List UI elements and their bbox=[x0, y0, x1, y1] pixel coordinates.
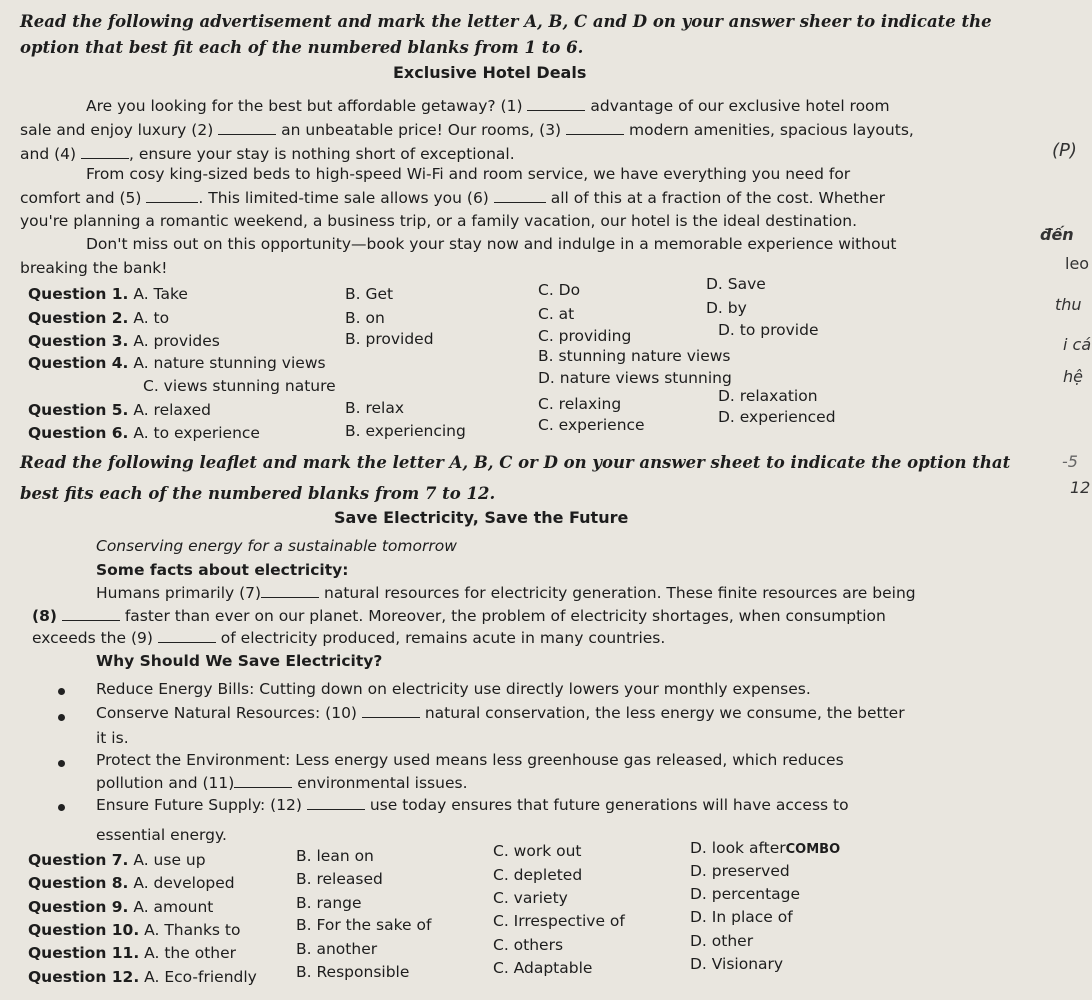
text: Ensure Future Supply: (12) bbox=[96, 796, 302, 814]
bullet-dot bbox=[58, 760, 65, 767]
q10-label bbox=[28, 920, 241, 940]
text: natural conservation, the less energy we consume, the better bbox=[424, 704, 905, 722]
margin-note: hệ bbox=[1063, 367, 1083, 386]
facts-line-2 bbox=[32, 606, 886, 626]
q6-option-d[interactable]: D. experienced bbox=[718, 408, 836, 426]
text: Humans primarily (7) bbox=[96, 584, 262, 602]
q2-option-c[interactable]: C. at bbox=[538, 305, 575, 323]
q7-option-b[interactable]: B. lean on bbox=[296, 847, 374, 865]
text: Question 3. bbox=[28, 332, 129, 350]
q5-label bbox=[28, 400, 211, 420]
text: A. Eco-friendly bbox=[144, 968, 257, 986]
leaflet-title: Save Electricity, Save the Future bbox=[334, 508, 629, 527]
q9-option-c[interactable]: C. variety bbox=[493, 889, 568, 907]
text: A. to experience bbox=[133, 424, 260, 442]
q6-option-c[interactable]: C. experience bbox=[538, 416, 645, 434]
q10-option-b[interactable]: B. For the sake of bbox=[296, 916, 432, 934]
bullet-2-line-1 bbox=[96, 703, 905, 723]
bullet-4-line-1 bbox=[96, 795, 849, 815]
q7-option-c[interactable]: C. work out bbox=[493, 842, 582, 860]
q9-option-d[interactable]: D. percentage bbox=[690, 885, 801, 903]
text: modern amenities, spacious layouts, bbox=[628, 121, 914, 139]
blank-11 bbox=[234, 775, 292, 788]
blank-10 bbox=[362, 705, 420, 718]
blank-9 bbox=[158, 630, 216, 643]
q8-option-b[interactable]: B. released bbox=[296, 870, 383, 888]
ad-p1-line-1 bbox=[86, 96, 890, 116]
text: Conserve Natural Resources: (10) bbox=[96, 704, 357, 722]
margin-note: thu bbox=[1055, 295, 1082, 314]
text: A. developed bbox=[133, 874, 235, 892]
q5-option-d[interactable]: D. relaxation bbox=[718, 387, 818, 405]
text: A. provides bbox=[133, 332, 220, 350]
text: Question 9. bbox=[28, 898, 129, 916]
instruction-1-line-2: option that best fit each of the numbered blanks from 1 to 6. bbox=[20, 38, 584, 57]
ad-p2-line-2 bbox=[20, 188, 885, 208]
q12-option-b[interactable]: B. Responsible bbox=[296, 963, 410, 981]
q12-option-d[interactable]: D. Visionary bbox=[690, 955, 784, 973]
text: Question 10. bbox=[28, 921, 140, 939]
text: an unbeatable price! Our rooms, (3) bbox=[281, 121, 562, 139]
q11-option-c[interactable]: C. others bbox=[493, 936, 564, 954]
text: A. use up bbox=[133, 851, 206, 869]
blank-7 bbox=[261, 585, 319, 598]
bullet-dot bbox=[58, 688, 65, 695]
q8-label bbox=[28, 873, 235, 893]
q9-label bbox=[28, 897, 213, 917]
text: use today ensures that future generations will have access to bbox=[369, 796, 849, 814]
ad-p3-line-2: breaking the bank! bbox=[20, 259, 168, 277]
bullet-2-line-2: it is. bbox=[96, 729, 129, 747]
text: Question 12. bbox=[28, 968, 140, 986]
bullet-1: Reduce Energy Bills: Cutting down on electricity use directly lowers your monthly expenses. bbox=[96, 680, 811, 698]
text: A. Thanks to bbox=[144, 921, 241, 939]
instruction-2-line-1: Read the following leaflet and mark the letter A, B, C or D on your answer sheet to indicate the option that bbox=[20, 453, 1011, 472]
text: all of this at a fraction of the cost. Whether bbox=[550, 189, 885, 207]
bullet-dot bbox=[58, 804, 65, 811]
facts-heading: Some facts about electricity: bbox=[96, 561, 349, 579]
combo-mark: COMBO bbox=[785, 842, 841, 857]
text: natural resources for electricity generation. These finite resources are being bbox=[324, 584, 916, 602]
q7-option-d[interactable] bbox=[690, 838, 840, 860]
q12-option-c[interactable]: C. Adaptable bbox=[493, 959, 593, 977]
text: Question 1. bbox=[28, 285, 129, 303]
q5-option-b[interactable]: B. relax bbox=[345, 399, 405, 417]
text: environmental issues. bbox=[297, 774, 468, 792]
blank-2 bbox=[218, 122, 276, 135]
text: (8) bbox=[32, 607, 57, 625]
q1-option-d[interactable]: D. Save bbox=[706, 275, 766, 293]
ad-title: Exclusive Hotel Deals bbox=[393, 63, 587, 82]
text: A. nature stunning views bbox=[133, 354, 326, 372]
text: . This limited-time sale allows you (6) bbox=[198, 189, 489, 207]
text: Question 8. bbox=[28, 874, 129, 892]
why-heading: Why Should We Save Electricity? bbox=[96, 652, 383, 670]
blank-3 bbox=[566, 122, 624, 135]
instruction-1-line-1: Read the following advertisement and mark the letter A, B, C and D on your answer sheer to indicate the bbox=[20, 12, 992, 31]
ad-p1-line-2 bbox=[20, 120, 914, 140]
blank-8 bbox=[62, 608, 120, 621]
q2-option-b[interactable]: B. on bbox=[345, 309, 385, 327]
margin-note: -5 bbox=[1062, 452, 1078, 471]
facts-line-1 bbox=[96, 583, 916, 603]
bullet-dot bbox=[58, 714, 65, 721]
blank-6 bbox=[494, 190, 546, 203]
q4-option-c[interactable]: C. views stunning nature bbox=[143, 377, 336, 395]
q4-option-b[interactable]: B. stunning nature views bbox=[538, 347, 731, 365]
q10-option-c[interactable]: C. Irrespective of bbox=[493, 912, 625, 930]
margin-note: leo bbox=[1065, 254, 1090, 273]
text: faster than ever on our planet. Moreover, the problem of electricity shortages, when consumption bbox=[124, 607, 886, 625]
margin-note: đến bbox=[1040, 225, 1074, 244]
text: A. relaxed bbox=[133, 401, 212, 419]
text: comfort and (5) bbox=[20, 189, 142, 207]
q12-label bbox=[28, 967, 257, 987]
text: Question 5. bbox=[28, 401, 129, 419]
q3-option-d[interactable]: D. to provide bbox=[718, 321, 819, 339]
text: pollution and (11) bbox=[96, 774, 235, 792]
margin-note: (P) bbox=[1052, 140, 1077, 161]
text: exceeds the (9) bbox=[32, 629, 153, 647]
text: Question 4. bbox=[28, 354, 129, 372]
q8-option-c[interactable]: C. depleted bbox=[493, 866, 583, 884]
q2-option-d[interactable]: D. by bbox=[706, 299, 747, 317]
text: of electricity produced, remains acute in many countries. bbox=[220, 629, 666, 647]
text: Question 2. bbox=[28, 309, 129, 327]
blank-5 bbox=[146, 190, 198, 203]
ad-p2-line-1: From cosy king-sized beds to high-speed Wi-Fi and room service, we have everything you need for bbox=[86, 165, 851, 183]
q8-option-d[interactable]: D. preserved bbox=[690, 862, 790, 880]
blank-4 bbox=[81, 146, 129, 159]
bullet-3-line-2 bbox=[96, 773, 468, 793]
text: Question 7. bbox=[28, 851, 129, 869]
facts-line-3 bbox=[32, 628, 665, 648]
text: A. the other bbox=[144, 944, 236, 962]
bullet-4-line-2: essential energy. bbox=[96, 826, 227, 844]
q7-label bbox=[28, 850, 206, 870]
text: advantage of our exclusive hotel room bbox=[590, 97, 890, 115]
blank-12 bbox=[307, 797, 365, 810]
text: Question 6. bbox=[28, 424, 129, 442]
q5-option-c[interactable]: C. relaxing bbox=[538, 395, 622, 413]
text: A. to bbox=[133, 309, 170, 327]
q11-option-d[interactable]: D. other bbox=[690, 932, 754, 950]
text: sale and enjoy luxury (2) bbox=[20, 121, 214, 139]
ad-p3-line-1: Don't miss out on this opportunity—book your stay now and indulge in a memorable experience without bbox=[86, 235, 897, 253]
q1-option-b[interactable]: B. Get bbox=[345, 285, 394, 303]
q6-label bbox=[28, 423, 260, 443]
instruction-2-line-2: best fits each of the numbered blanks from 7 to 12. bbox=[20, 484, 496, 503]
text: D. look after bbox=[690, 839, 786, 857]
q1-label bbox=[28, 284, 188, 304]
ad-p2-line-3: you're planning a romantic weekend, a business trip, or a family vacation, our hotel is the ideal destination. bbox=[20, 212, 858, 230]
text: A. Take bbox=[133, 285, 188, 303]
q3-option-b[interactable]: B. provided bbox=[345, 330, 434, 348]
q6-option-b[interactable]: B. experiencing bbox=[345, 422, 466, 440]
margin-note: i cá bbox=[1063, 335, 1092, 354]
leaflet-subtitle: Conserving energy for a sustainable tomorrow bbox=[96, 537, 457, 555]
q3-option-c[interactable]: C. providing bbox=[538, 327, 632, 345]
text: and (4) bbox=[20, 145, 77, 163]
q4-option-d[interactable]: D. nature views stunning bbox=[538, 369, 732, 387]
text: Question 11. bbox=[28, 944, 140, 962]
q2-label bbox=[28, 308, 169, 328]
q11-option-b[interactable]: B. another bbox=[296, 940, 378, 958]
q4-label bbox=[28, 353, 326, 373]
margin-note: 12 bbox=[1070, 478, 1091, 497]
bullet-3-line-1: Protect the Environment: Less energy used means less greenhouse gas released, which reduces bbox=[96, 751, 844, 769]
text: A. amount bbox=[133, 898, 214, 916]
q1-option-c[interactable]: C. Do bbox=[538, 281, 581, 299]
text: , ensure your stay is nothing short of exceptional. bbox=[128, 145, 515, 163]
text: Are you looking for the best but affordable getaway? (1) bbox=[86, 97, 523, 115]
q10-option-d[interactable]: D. In place of bbox=[690, 908, 793, 926]
q9-option-b[interactable]: B. range bbox=[296, 894, 362, 912]
ad-p1-line-3 bbox=[20, 144, 515, 164]
blank-1 bbox=[527, 98, 585, 111]
q11-label bbox=[28, 943, 236, 963]
q3-label bbox=[28, 331, 220, 351]
